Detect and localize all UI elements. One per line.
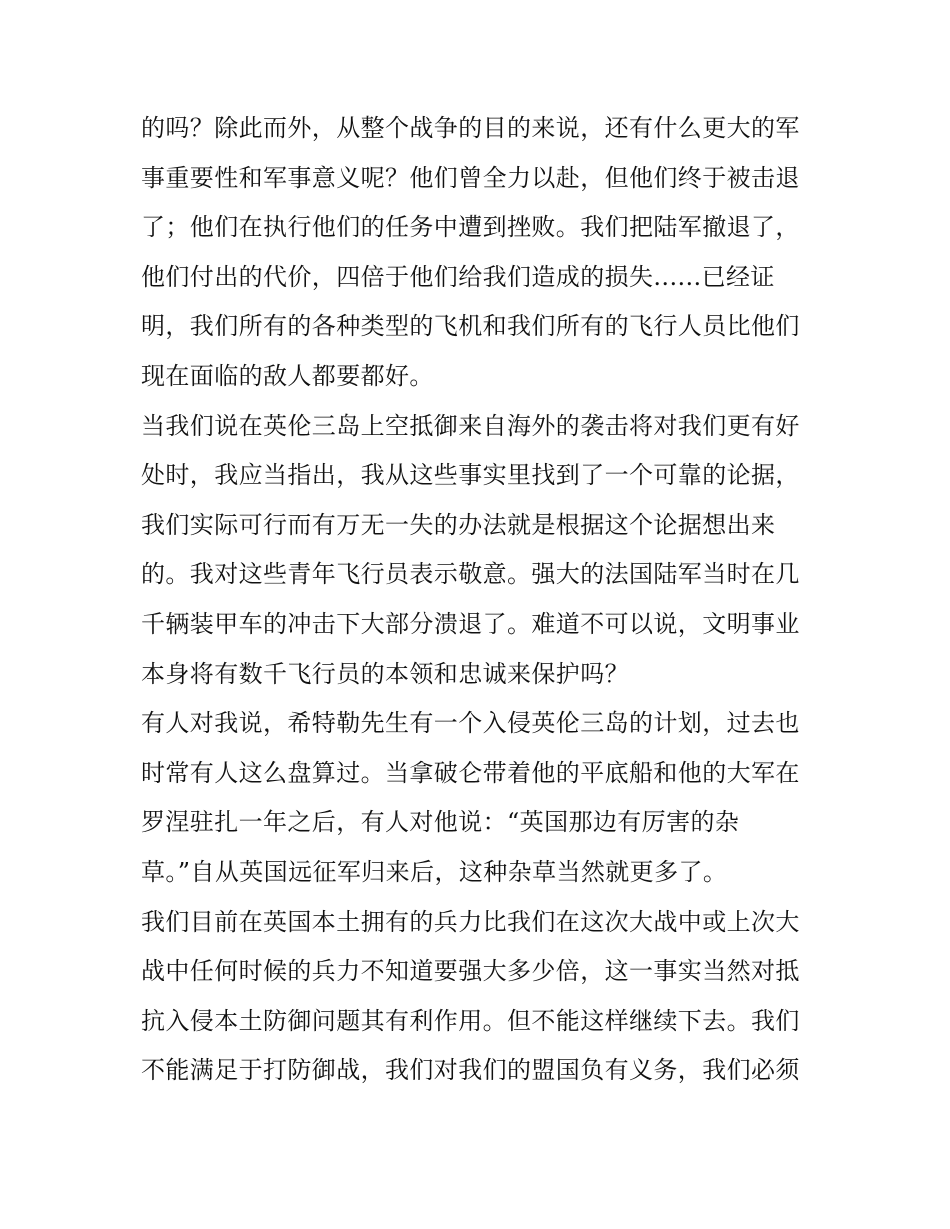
text-line: 千辆装甲车的冲击下大部分溃退了。难道不可以说，文明事业	[141, 609, 800, 638]
text-line: 抗入侵本土防御问题其有利作用。但不能这样继续下去。我们	[141, 1006, 800, 1035]
text-line: 明，我们所有的各种类型的飞机和我们所有的飞行人员比他们	[141, 312, 800, 341]
text-line: 我们实际可行而有万无一失的办法就是根据这个论据想出来	[141, 510, 776, 539]
text-line: 当我们说在英伦三岛上空抵御来自海外的袭击将对我们更有好	[141, 411, 800, 440]
text-line: 不能满足于打防御战，我们对我们的盟国负有义务，我们必须	[141, 1056, 800, 1085]
text-line: 事重要性和军事意义呢？他们曾全力以赴，但他们终于被击退	[141, 163, 800, 192]
text-line: 罗涅驻扎一年之后，有人对他说：“英国那边有厉害的杂	[141, 808, 740, 837]
body-text	[141, 104, 831, 1096]
text-line: 了；他们在执行他们的任务中遭到挫败。我们把陆军撤退了，	[141, 213, 800, 242]
text-line: 有人对我说，希特勒先生有一个入侵英伦三岛的计划，过去也	[141, 709, 800, 738]
text-line: 时常有人这么盘算过。当拿破仑带着他的平底船和他的大军在	[141, 758, 800, 787]
text-line: 我们目前在英国本土拥有的兵力比我们在这次大战中或上次大	[141, 907, 800, 936]
text-line: 的。我对这些青年飞行员表示敬意。强大的法国陆军当时在几	[141, 560, 800, 589]
text-line: 草。”自从英国远征军归来后，这种杂草当然就更多了。	[141, 857, 728, 886]
text-line: 本身将有数千飞行员的本领和忠诚来保护吗？	[141, 659, 629, 688]
text-line: 的吗？除此而外，从整个战争的目的来说，还有什么更大的军	[141, 114, 800, 142]
text-line: 战中任何时候的兵力不知道要强大多少倍，这一事实当然对抵	[141, 957, 800, 986]
text-line: 现在面临的敌人都要都好。	[141, 361, 434, 390]
text-line: 他们付出的代价，四倍于他们给我们造成的损失......已经证	[141, 262, 775, 291]
text-line: 处时，我应当指出，我从这些事实里找到了一个可靠的论据，	[141, 461, 800, 490]
